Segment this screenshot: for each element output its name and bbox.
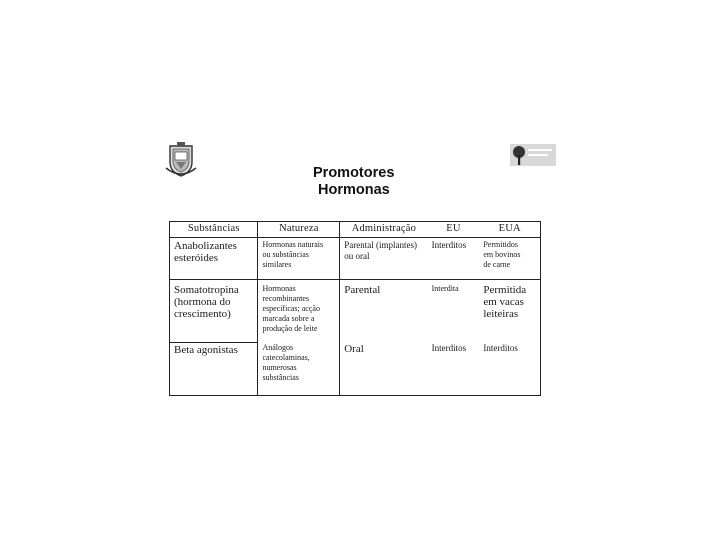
table-row: [170, 280, 541, 342]
header-substancias: Substâncias: [170, 222, 258, 238]
header-natureza: Natureza: [258, 222, 340, 238]
title-line-1: Promotores: [313, 165, 395, 181]
cell-substancia: Beta agonistas: [174, 343, 238, 356]
cell-eu: Interditos: [431, 343, 467, 354]
cell-natureza: Hormonas recombinantes específicas; acção marcada sobre a produção de leite: [262, 284, 320, 334]
cell-administracao: Parental (implantes) ou oral: [344, 240, 417, 262]
header-eua: EUA: [479, 222, 540, 238]
cell-substancia: Anabolizantes esteróides: [174, 240, 237, 265]
cell-substancia: Somatotropina (hormona do crescimento): [174, 284, 239, 321]
table-row: [170, 238, 541, 280]
cell-administracao: Oral: [344, 343, 364, 356]
cell-eua: Interditos: [483, 343, 518, 354]
crest-icon: [165, 142, 197, 178]
title-line-2: Hormonas: [318, 182, 390, 198]
cell-eu: Interdita: [431, 284, 459, 294]
table-header-row: [170, 222, 541, 238]
cell-eua: Permitidos em bovinos de carne: [483, 240, 521, 270]
header-administracao: Administração: [340, 222, 428, 238]
tree-logo-icon: [510, 144, 556, 166]
slide-title: [300, 165, 410, 199]
hormone-promoters-table: [169, 221, 541, 396]
cell-administracao: Parental: [344, 284, 381, 297]
table-row: [170, 342, 541, 395]
header-eu: EU: [428, 222, 480, 238]
cell-natureza: Hormonas naturais ou substâncias similares: [262, 240, 324, 270]
cell-eua: Permitida em vacas leiteiras: [483, 284, 527, 321]
cell-natureza: Análogos catecolaminas, numerosas substâncias: [262, 343, 310, 383]
cell-eu: Interditos: [431, 240, 467, 251]
